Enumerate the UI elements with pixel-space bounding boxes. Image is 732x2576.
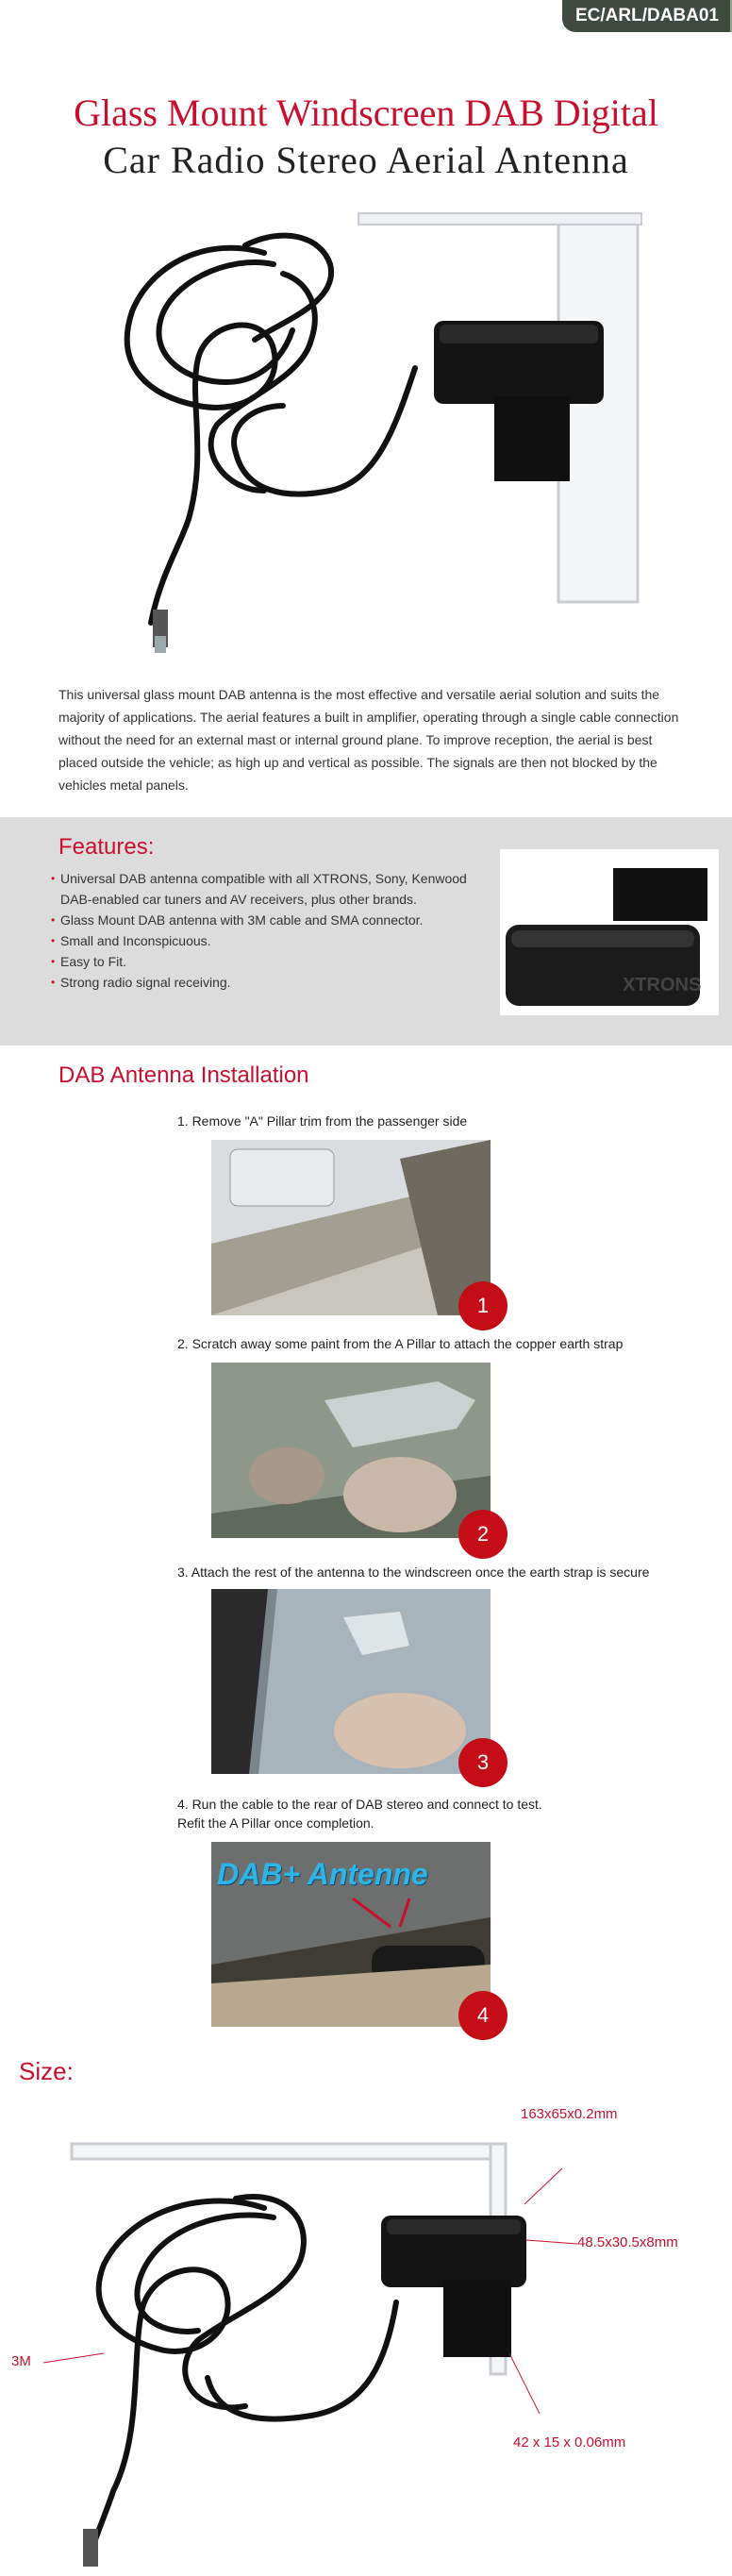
step-badge: 1 — [458, 1281, 507, 1330]
dimension-module: 48.5x30.5x8mm — [577, 2234, 678, 2250]
photo-caption: DAB+ Antenne — [217, 1857, 428, 1891]
brand-watermark: XTRONS — [623, 975, 702, 995]
dimension-strap: 42 x 15 x 0.06mm — [513, 2434, 626, 2451]
dimension-film: 163x65x0.2mm — [521, 2106, 618, 2122]
features-list — [51, 868, 475, 993]
installation-title: DAB Antenna Installation — [58, 1062, 309, 1088]
install-step-1-text: 1. Remove "A" Pillar trim from the passenger side — [177, 1113, 468, 1129]
module-closeup-image — [500, 849, 719, 1015]
size-title: Size: — [19, 2057, 74, 2085]
install-step-3-photo — [211, 1589, 491, 1774]
sku-tab: EC/ARL/DABA01 — [562, 0, 732, 32]
product-description: This universal glass mount DAB antenna is the most effective and versatile aerial solution and suits the majority of applications. The aerial features a built in amplifier, operating through a single cable connection without the need for an external mast or internal ground plane. To improve reception, the aerial is best placed outside the vehicle; as high up and vertical as possible. The signals are then not blocked by the vehicles metal panels. — [58, 687, 679, 793]
install-step-4-text-2: Refit the A Pillar once completion. — [177, 1815, 374, 1831]
install-step-2-photo — [211, 1363, 491, 1538]
feature-item: • Small and Inconspicuous. — [51, 930, 475, 951]
install-step-1-photo — [211, 1140, 491, 1315]
install-step-4-text: 4. Run the cable to the rear of DAB stereo and connect to test. — [177, 1797, 542, 1812]
page-title-line2: Car Radio Stereo Aerial Antenna — [103, 139, 629, 181]
page-title-line1: Glass Mount Windscreen DAB Digital — [74, 92, 658, 134]
size-diagram — [0, 2114, 732, 2567]
feature-item: • Universal DAB antenna compatible with all XTRONS, Sony, Kenwood DAB-enabled car tuners and AV receivers, plus other brands. — [51, 868, 475, 910]
install-step-3-text: 3. Attach the rest of the antenna to the windscreen once the earth strap is secure — [177, 1564, 650, 1580]
product-image — [94, 208, 660, 661]
install-step-4-photo — [211, 1842, 491, 2027]
dimension-cable: 3M — [11, 2353, 31, 2369]
step-badge: 4 — [458, 1991, 507, 2040]
feature-item: • Strong radio signal receiving. — [51, 972, 475, 993]
install-step-2-text: 2. Scratch away some paint from the A Pillar to attach the copper earth strap — [177, 1336, 624, 1351]
feature-item: • Glass Mount DAB antenna with 3M cable and SMA connector. — [51, 910, 475, 930]
step-badge: 3 — [458, 1738, 507, 1787]
features-title: Features: — [58, 834, 155, 860]
step-badge: 2 — [458, 1510, 507, 1559]
feature-item: • Easy to Fit. — [51, 951, 475, 972]
